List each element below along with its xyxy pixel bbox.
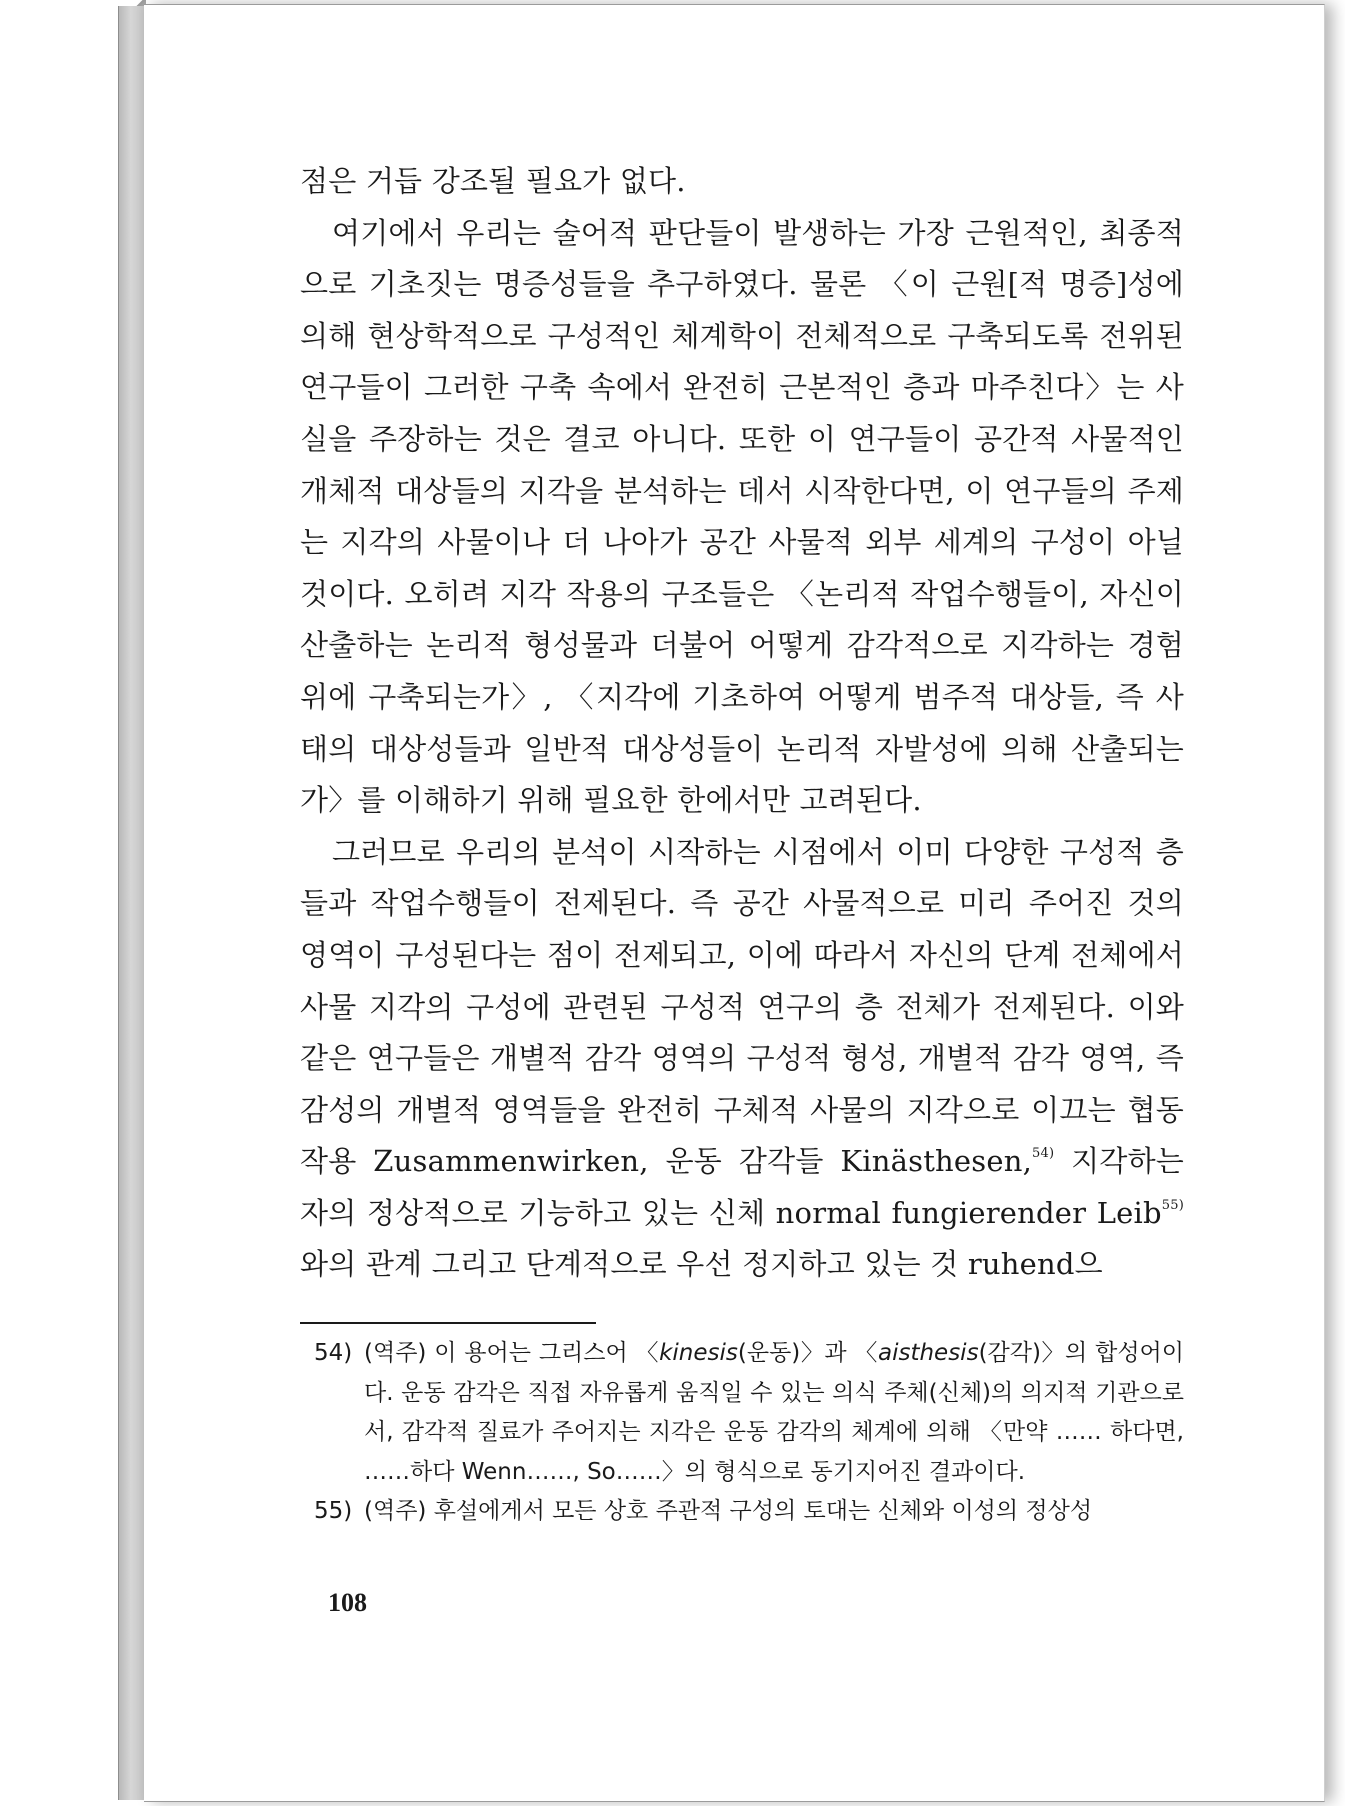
page-number: 108 [328,1588,367,1617]
footnote-number: 54) [314,1340,353,1366]
paragraph-3-part-a: 그러므로 우리의 분석이 시작하는 시점에서 이미 다양한 구성적 층들과 작업수행들이 전제된다. 즉 공간 사물적으로 미리 주어진 것의 영역이 구성된다는 점이 전제되고, 이에 따라서 자신의 단계 전체에서 사물 지각의 구성에 관련된 구성적 연구의 층 전체가 전제된다. 이와 같은 연구들은 개별적 감각 영역의 구성적 형성, 개별적 감각 영역, 즉 감성의 개별적 영역들을 완전히 구체적 사물의 지각으로 이끄는 협동 작용 Zusammenwirken, 운동 감각들 Kinästhesen, [300,834,1184,1179]
footnote-54 [300,1334,1184,1492]
paragraph-3 [300,827,1184,1291]
footnote-text: (역주) 후설에게서 모든 상호 주관적 구성의 토대는 신체와 이성의 정상성 [364,1498,1093,1524]
footnotes [300,1334,1184,1532]
paragraph-2: 여기에서 우리는 술어적 판단들이 발생하는 가장 근원적인, 최종적으로 기초짓는 명증성들을 추구하였다. 물론 〈이 근원[적 명증]성에 의해 현상학적으로 구성적인 체계학이 전체적으로 구축되도록 전위된 연구들이 그러한 구축 속에서 완전히 근본적인 층과 마주친다〉는 사실을 주장하는 것은 결코 아니다. 또한 이 연구들이 공간적 사물적인 개체적 대상들의 지각을 분석하는 데서 시작한다면, 이 연구들의 주제는 지각의 사물이나 더 나아가 공간 사물적 외부 세계의 구성이 아닐 것이다. 오히려 지각 작용의 구조들은 〈논리적 작업수행들이, 자신이 산출하는 논리적 형성물과 더불어 어떻게 감각적으로 지각하는 경험 위에 구축되는가〉, 〈지각에 기초하여 어떻게 범주적 대상들, 즉 사태의 대상성들과 일반적 대상성들이 논리적 자발성에 의해 산출되는가〉를 이해하기 위해 필요한 한에서만 고려된다. [300,215,1184,818]
footnote-number: 55) [314,1498,353,1524]
footnote-text-part: (운동)〉과 〈 [737,1340,878,1366]
body-text [300,156,1184,1291]
footnote-text [364,1334,1184,1492]
footnote-55 [300,1492,1184,1532]
footnote-divider [300,1322,596,1324]
paragraph-1: 점은 거듭 강조될 필요가 없다. [300,164,686,198]
paragraph-3-part-c: 와의 관계 그리고 단계적으로 우선 정지하고 있는 것 ruhend으 [300,1247,1103,1282]
book-spine [118,6,146,1800]
footnote-ref-54: 54) [1032,1146,1055,1162]
footnote-text-part: (역주) 이 용어는 그리스어 〈 [364,1340,660,1366]
footnote-ref-55: 55) [1161,1197,1184,1213]
paragraph-3-part-b: 지각하는 자의 정상적으로 기능하고 있는 신체 normal fungierender Leib [300,1144,1184,1230]
footnote-term-aisthesis: aisthesis [877,1340,979,1366]
footnote-term-kinesis: kinesis [659,1340,738,1366]
footnote-text-part: (감각)〉의 합성어이다. 운동 감각은 직접 자유롭게 움직일 수 있는 의식 주체(신체)의 의지적 기관으로서, 감각적 질료가 주어지는 지각은 운동 감각의 체계에 의해 〈만약 …… 하다면, ……하다 Wenn……, So……〉의 형식으로 동기지어진 결과이다. [364,1340,1184,1485]
